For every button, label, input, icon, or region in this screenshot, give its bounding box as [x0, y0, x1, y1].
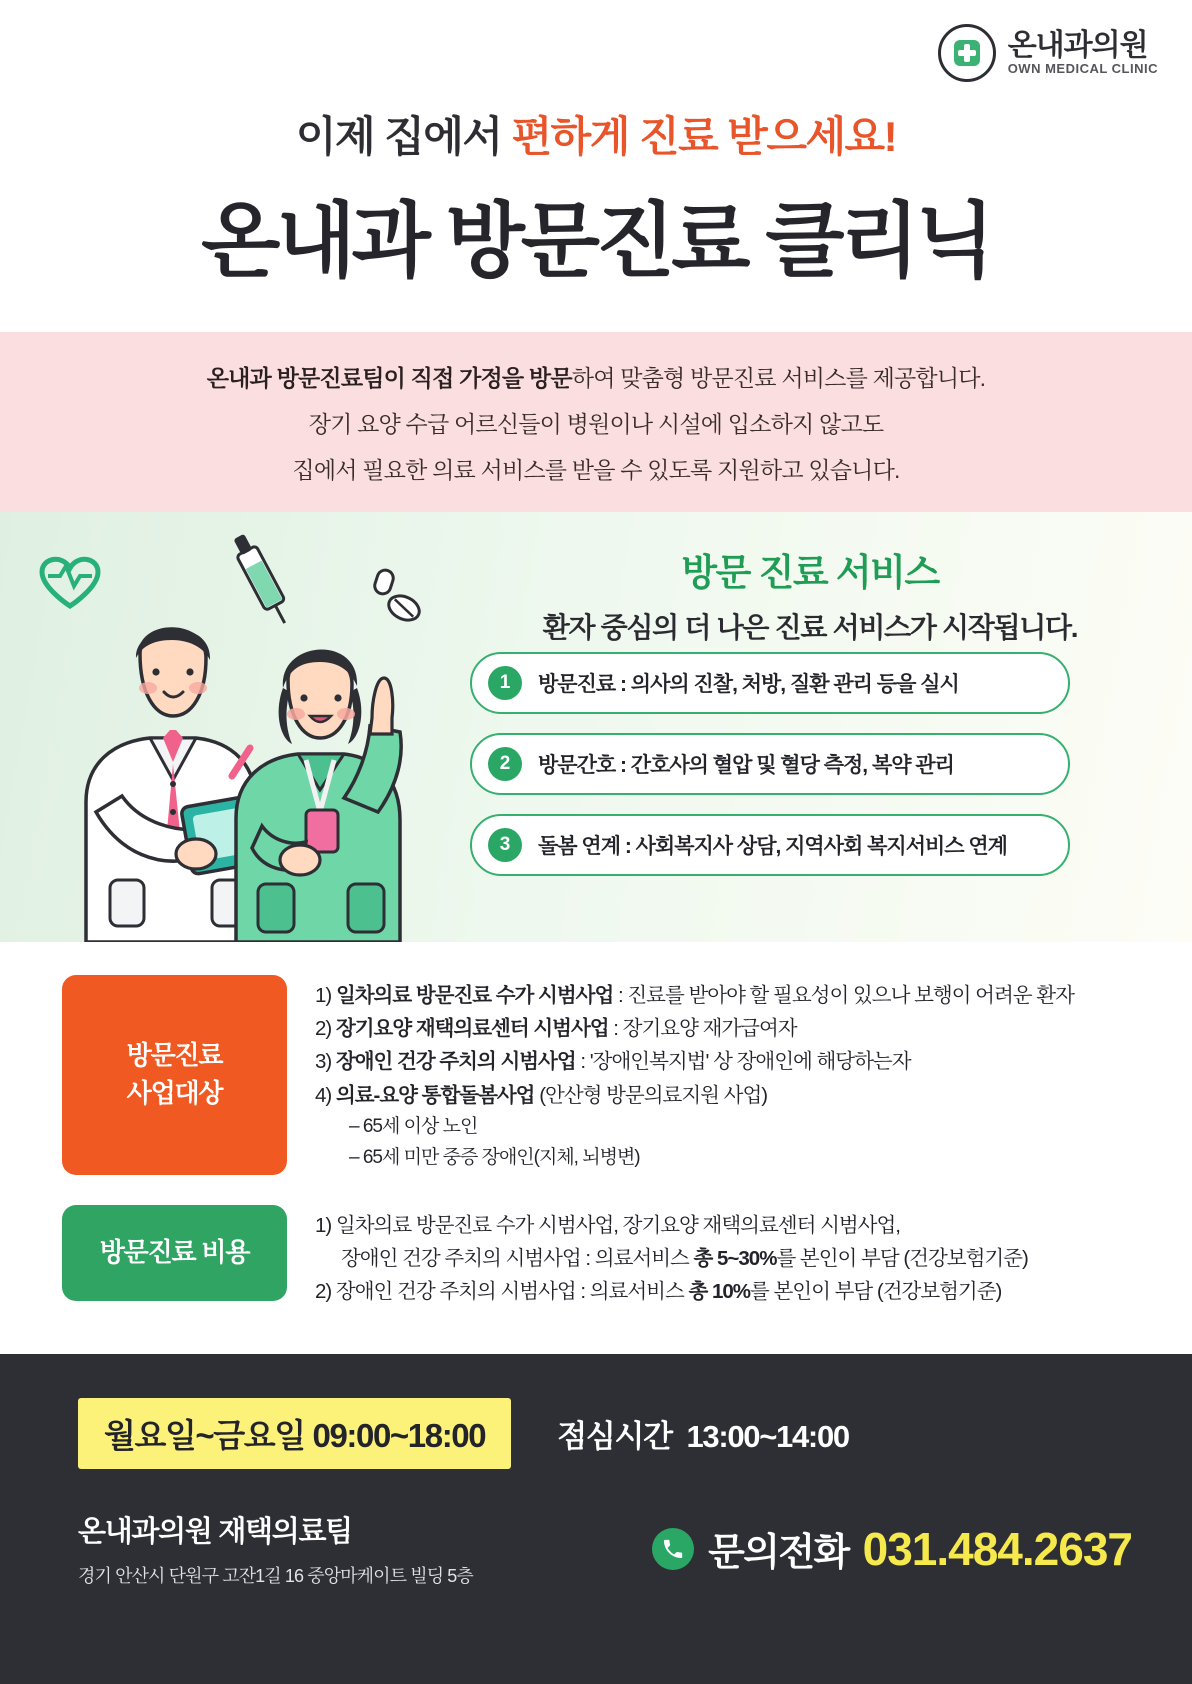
service-title: 방문 진료 서비스: [681, 552, 939, 593]
target-item-2: [315, 1012, 1130, 1045]
service-item-list: [470, 652, 1070, 876]
intro-line-1: [207, 360, 986, 393]
footer-band: [0, 1354, 1192, 1684]
cost-line-2-pre: 장애인 건강 주치의 시범사업 : 의료서비스: [341, 1247, 694, 1271]
service-item-number: 2: [488, 747, 522, 781]
service-item-label: 방문간호 : 간호사의 혈압 및 혈당 측정, 복약 관리: [538, 754, 954, 777]
page-title: [0, 104, 1192, 293]
target-item-4-no: 4): [315, 1083, 336, 1107]
target-item-3: [315, 1045, 1130, 1078]
cost-tag: 방문진료 비용: [62, 1205, 287, 1301]
lunch-hours: [557, 1411, 849, 1456]
doctors-illustration: [0, 512, 470, 942]
service-item-1: [470, 652, 1070, 714]
title-sub-prefix: 이제 집에서: [295, 113, 512, 160]
target-subitem-2: – 65세 미만 중증 장애인(지체, 뇌병변): [349, 1146, 640, 1168]
intro-line-2: 장기 요양 수급 어르신들이 병원이나 시설에 입소하지 않고도: [308, 410, 884, 437]
title-subheading: [0, 104, 1192, 164]
service-section: [0, 512, 1192, 942]
service-item-2: [470, 733, 1070, 795]
nurse-figure: [236, 649, 401, 942]
target-item-1: [315, 979, 1130, 1012]
target-item-3-no: 3): [315, 1050, 336, 1074]
target-tag-line-1: 방문진료: [126, 1040, 223, 1071]
intro-band: [0, 332, 1192, 512]
intro-line-1-rest: 하여 맞춤형 방문진료 서비스를 제공합니다.: [571, 364, 986, 391]
cost-list: [287, 1205, 1130, 1309]
title-sub-accent: 편하게 진료 받으세요!: [511, 113, 897, 160]
lunch-label: 점심시간: [557, 1419, 672, 1454]
target-item-4-rest: (안산형 방문의료지원 사업): [534, 1083, 768, 1107]
cost-line-3: [315, 1275, 1130, 1308]
footer-contact: [78, 1509, 1132, 1588]
title-main: 온내과 방문진료 클리닉: [201, 196, 991, 287]
target-tag: [62, 975, 287, 1175]
brand-logo: [938, 24, 1158, 82]
brand-text: [1008, 30, 1158, 75]
target-item-2-rest: : 장기요양 재가급여자: [608, 1017, 797, 1041]
target-item-1-bold: 일차의료 방문진료 수가 시범사업: [335, 984, 614, 1007]
lunch-time: 13:00~14:00: [686, 1419, 849, 1454]
service-item-number: 1: [488, 666, 522, 700]
target-item-3-bold: 장애인 건강 주치의 시범사업: [335, 1050, 576, 1074]
hours-row: [78, 1398, 849, 1469]
service-lead: 환자 중심의 더 나은 진료 서비스가 시작됩니다.: [542, 612, 1078, 643]
service-item-3: [470, 814, 1070, 876]
phone-label: 문의전화: [708, 1532, 849, 1574]
target-tag-line-2: 사업대상: [126, 1078, 223, 1108]
capsule-icon: [373, 568, 396, 596]
phone-icon: [652, 1528, 694, 1570]
target-row: [0, 975, 1192, 1175]
target-list: [287, 975, 1130, 1175]
intro-line-3: 집에서 필요한 의료 서비스를 받을 수 있도록 지원하고 있습니다.: [292, 456, 900, 483]
brand-name-kr: 온내과의원: [1007, 29, 1148, 63]
clinic-team-name: 온내과의원 재택의료팀: [78, 1516, 352, 1548]
clinic-block: [78, 1509, 473, 1588]
info-section: [0, 975, 1192, 1339]
target-item-2-bold: 장기요양 재택의료센터 시범사업: [335, 1017, 609, 1041]
cost-row: [0, 1205, 1192, 1309]
clinic-cross-icon: [938, 24, 996, 82]
intro-line-1-bold: 온내과 방문진료팀이 직접 가정을 방문: [206, 364, 572, 391]
target-item-4-bold: 의료-요양 통합돌봄사업: [335, 1083, 535, 1107]
cost-line-3-bold: 총 10%: [688, 1280, 750, 1304]
service-item-label: 방문진료 : 의사의 진찰, 처방, 질환 관리 등을 실시: [538, 673, 959, 696]
syringe-icon: [229, 531, 294, 628]
service-item-label: 돌봄 연계 : 사회복지사 상담, 지역사회 복지서비스 연계: [538, 835, 1007, 858]
office-hours-time: 09:00~18:00: [312, 1417, 486, 1454]
target-item-4: [315, 1079, 1130, 1112]
cost-line-1: 1) 일차의료 방문진료 수가 시범사업, 장기요양 재택의료센터 시범사업,: [315, 1214, 900, 1237]
target-item-2-no: 2): [315, 1017, 336, 1041]
clinic-address: 경기 안산시 단원구 고잔1길 16 중앙마케이트 빌딩 5층: [78, 1566, 473, 1586]
phone-number[interactable]: 031.484.2637: [862, 1522, 1132, 1575]
office-hours-days: 월요일~금요일: [104, 1417, 305, 1454]
target-subitem-1: – 65세 이상 노인: [349, 1115, 478, 1137]
target-item-3-rest: : '장애인복지법' 상 장애인에 해당하는자: [575, 1050, 911, 1074]
telephone-block[interactable]: [652, 1521, 1132, 1576]
cost-line-2-post: 를 본인이 부담 (건강보험기준): [776, 1247, 1028, 1271]
service-heading: [470, 542, 1150, 646]
cost-line-2-bold: 총 5~30%: [693, 1247, 777, 1271]
brand-name-en: OWN MEDICAL CLINIC: [1007, 60, 1158, 76]
heartbeat-icon: [42, 559, 98, 606]
cost-line-3-pre: 2) 장애인 건강 주치의 시범사업 : 의료서비스: [315, 1280, 689, 1304]
target-item-1-rest: : 진료를 받아야 할 필요성이 있으나 보행이 어려운 환자: [613, 984, 1074, 1007]
cost-line-3-post: 를 본인이 부담 (건강보험기준): [749, 1280, 1002, 1304]
office-hours-highlight: [78, 1398, 511, 1469]
target-item-1-no: 1): [315, 984, 336, 1007]
service-item-number: 3: [488, 828, 522, 862]
cost-line-2: [315, 1242, 1130, 1275]
